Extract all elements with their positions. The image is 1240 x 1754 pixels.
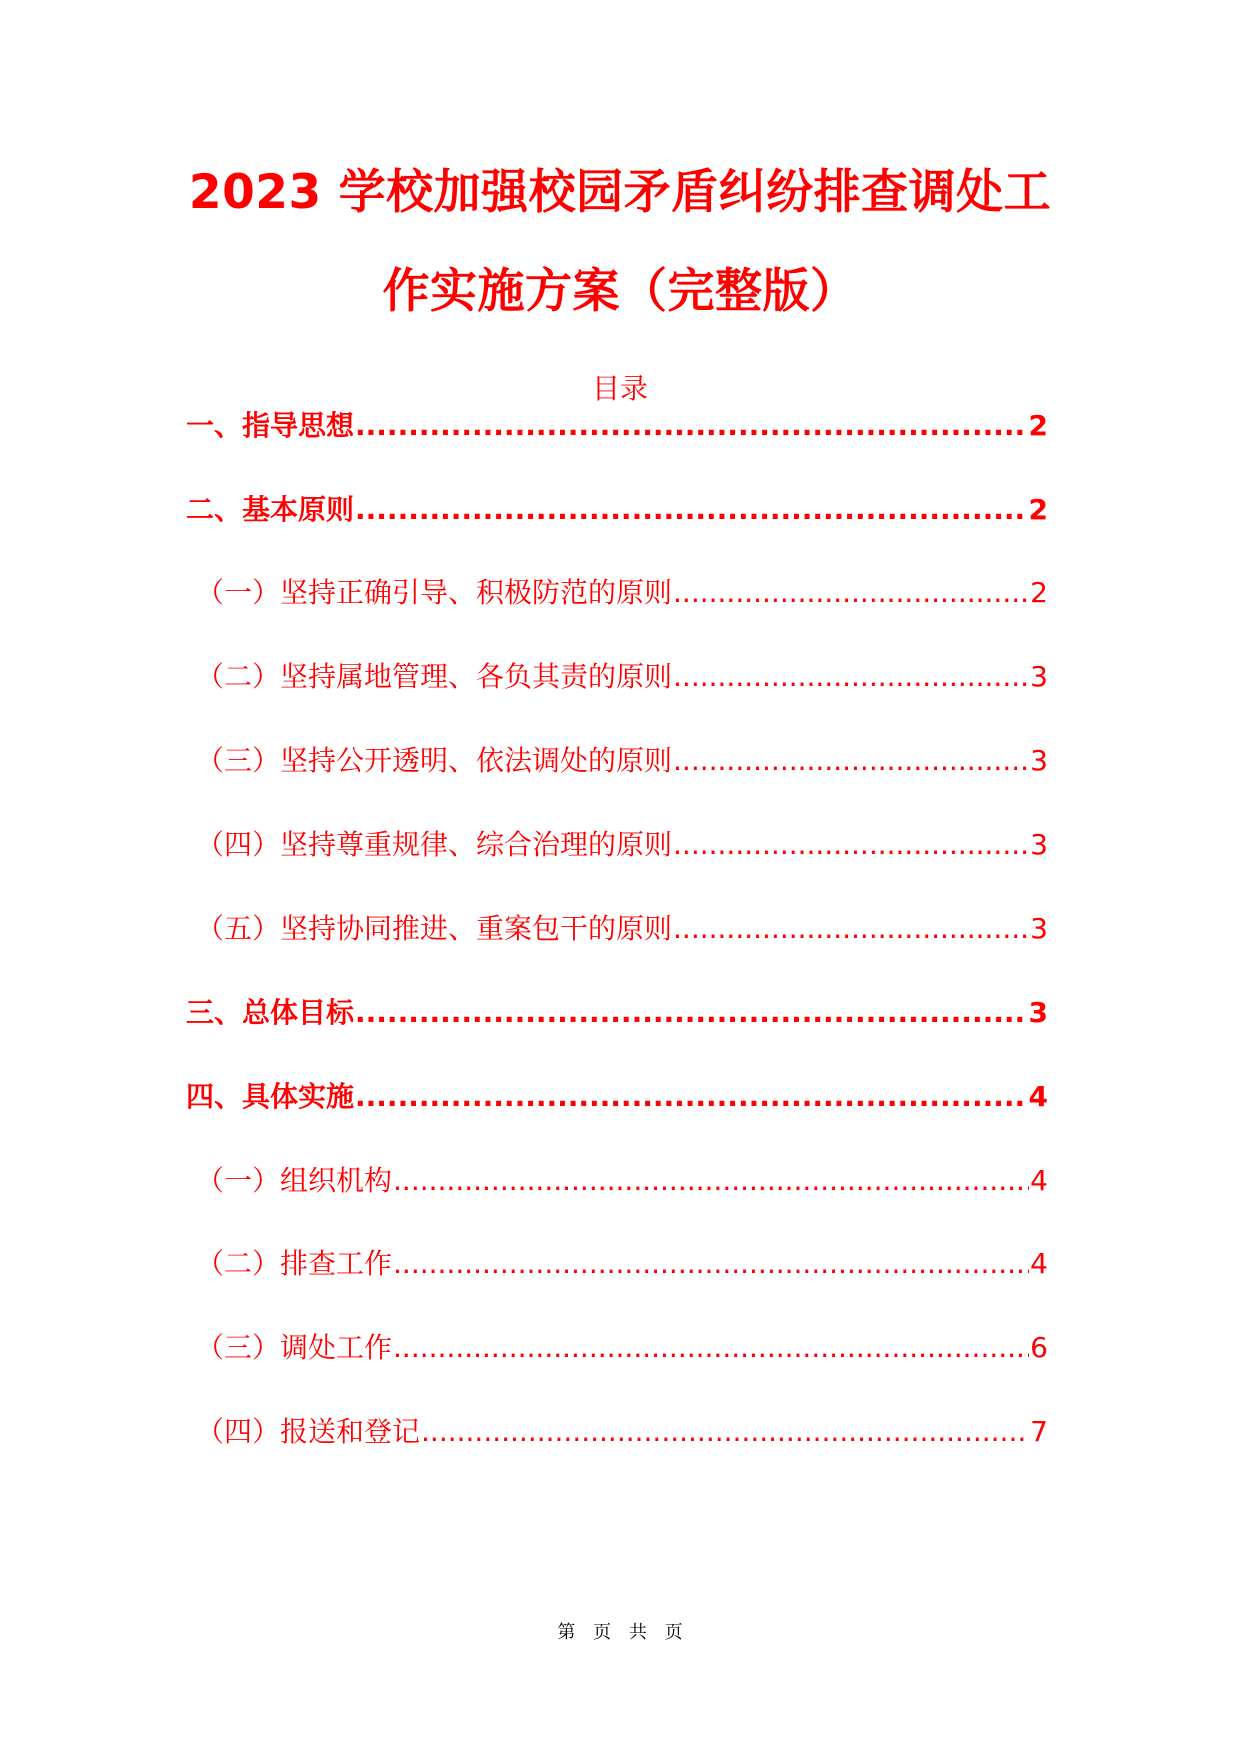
toc-entry-text: （四）坚持尊重规律、综合治理的原则 [196,828,673,861]
toc-leader-dots [673,741,1029,781]
toc-entry[interactable] [186,989,1048,1033]
toc-entry-page: 3 [1030,828,1048,861]
toc-entry[interactable] [186,737,1048,781]
toc-entry-text: 三、总体目标 [186,996,355,1029]
toc-entry-text: （五）坚持协同推进、重案包干的原则 [196,912,673,945]
page-footer: 第 页 共 页 [557,1622,683,1643]
toc-entry-text: 二、基本原则 [186,493,355,526]
toc-entry[interactable] [186,486,1048,530]
toc-entry-text: （一）组织机构 [196,1164,393,1197]
toc-entry-page: 6 [1030,1331,1048,1364]
toc-entry-text: 四、具体实施 [186,1080,355,1113]
toc-entry[interactable] [186,1240,1048,1284]
toc-leader-dots [673,825,1029,865]
toc-entry[interactable] [186,821,1048,865]
toc-leader-dots [393,1328,1029,1368]
toc-entry-page: 2 [1028,493,1048,526]
toc-entry-text: （二）排查工作 [196,1247,393,1280]
toc-leader-dots [421,1412,1029,1452]
toc-leader-dots [673,657,1029,697]
toc-leader-dots [355,490,1028,530]
toc-leader-dots [393,1244,1029,1284]
toc-entry-page: 2 [1028,409,1048,442]
toc-entry-text: （三）调处工作 [196,1331,393,1364]
toc-leader-dots [355,1077,1028,1117]
toc-entry-page: 3 [1030,660,1048,693]
toc-entry-page: 3 [1030,912,1048,945]
document-title-line-2: 作实施方案（完整版） [382,264,858,319]
toc-entry-page: 4 [1030,1164,1048,1197]
toc-entry[interactable] [186,1157,1048,1201]
toc-entry-page: 4 [1030,1247,1048,1280]
toc-entry[interactable] [186,1073,1048,1117]
toc-heading: 目录 [591,372,648,405]
toc-entry-text: 一、指导思想 [186,409,355,442]
toc-entry-page: 4 [1028,1080,1048,1113]
toc-entry[interactable] [186,905,1048,949]
toc-leader-dots [393,1161,1029,1201]
toc-entry-page: 7 [1030,1415,1048,1448]
toc-entry-page: 3 [1030,744,1048,777]
toc-entry[interactable] [186,1324,1048,1368]
toc-entry-text: （四）报送和登记 [196,1415,421,1448]
toc-entry-text: （一）坚持正确引导、积极防范的原则 [196,576,673,609]
toc-entry-page: 3 [1028,996,1048,1029]
toc-entry-text: （三）坚持公开透明、依法调处的原则 [196,744,673,777]
toc-leader-dots [355,406,1028,446]
toc-entry[interactable] [186,653,1048,697]
toc-entry[interactable] [186,569,1048,613]
toc-entry-text: （二）坚持属地管理、各负其责的原则 [196,660,673,693]
toc-leader-dots [355,993,1028,1033]
toc-entry-page: 2 [1030,576,1048,609]
document-title-line-1: 2023 学校加强校园矛盾纠纷排查调处工 [188,165,1052,220]
toc-entry[interactable] [186,1408,1048,1452]
toc-leader-dots [673,573,1029,613]
toc-entry[interactable] [186,402,1048,446]
toc-leader-dots [673,909,1029,949]
